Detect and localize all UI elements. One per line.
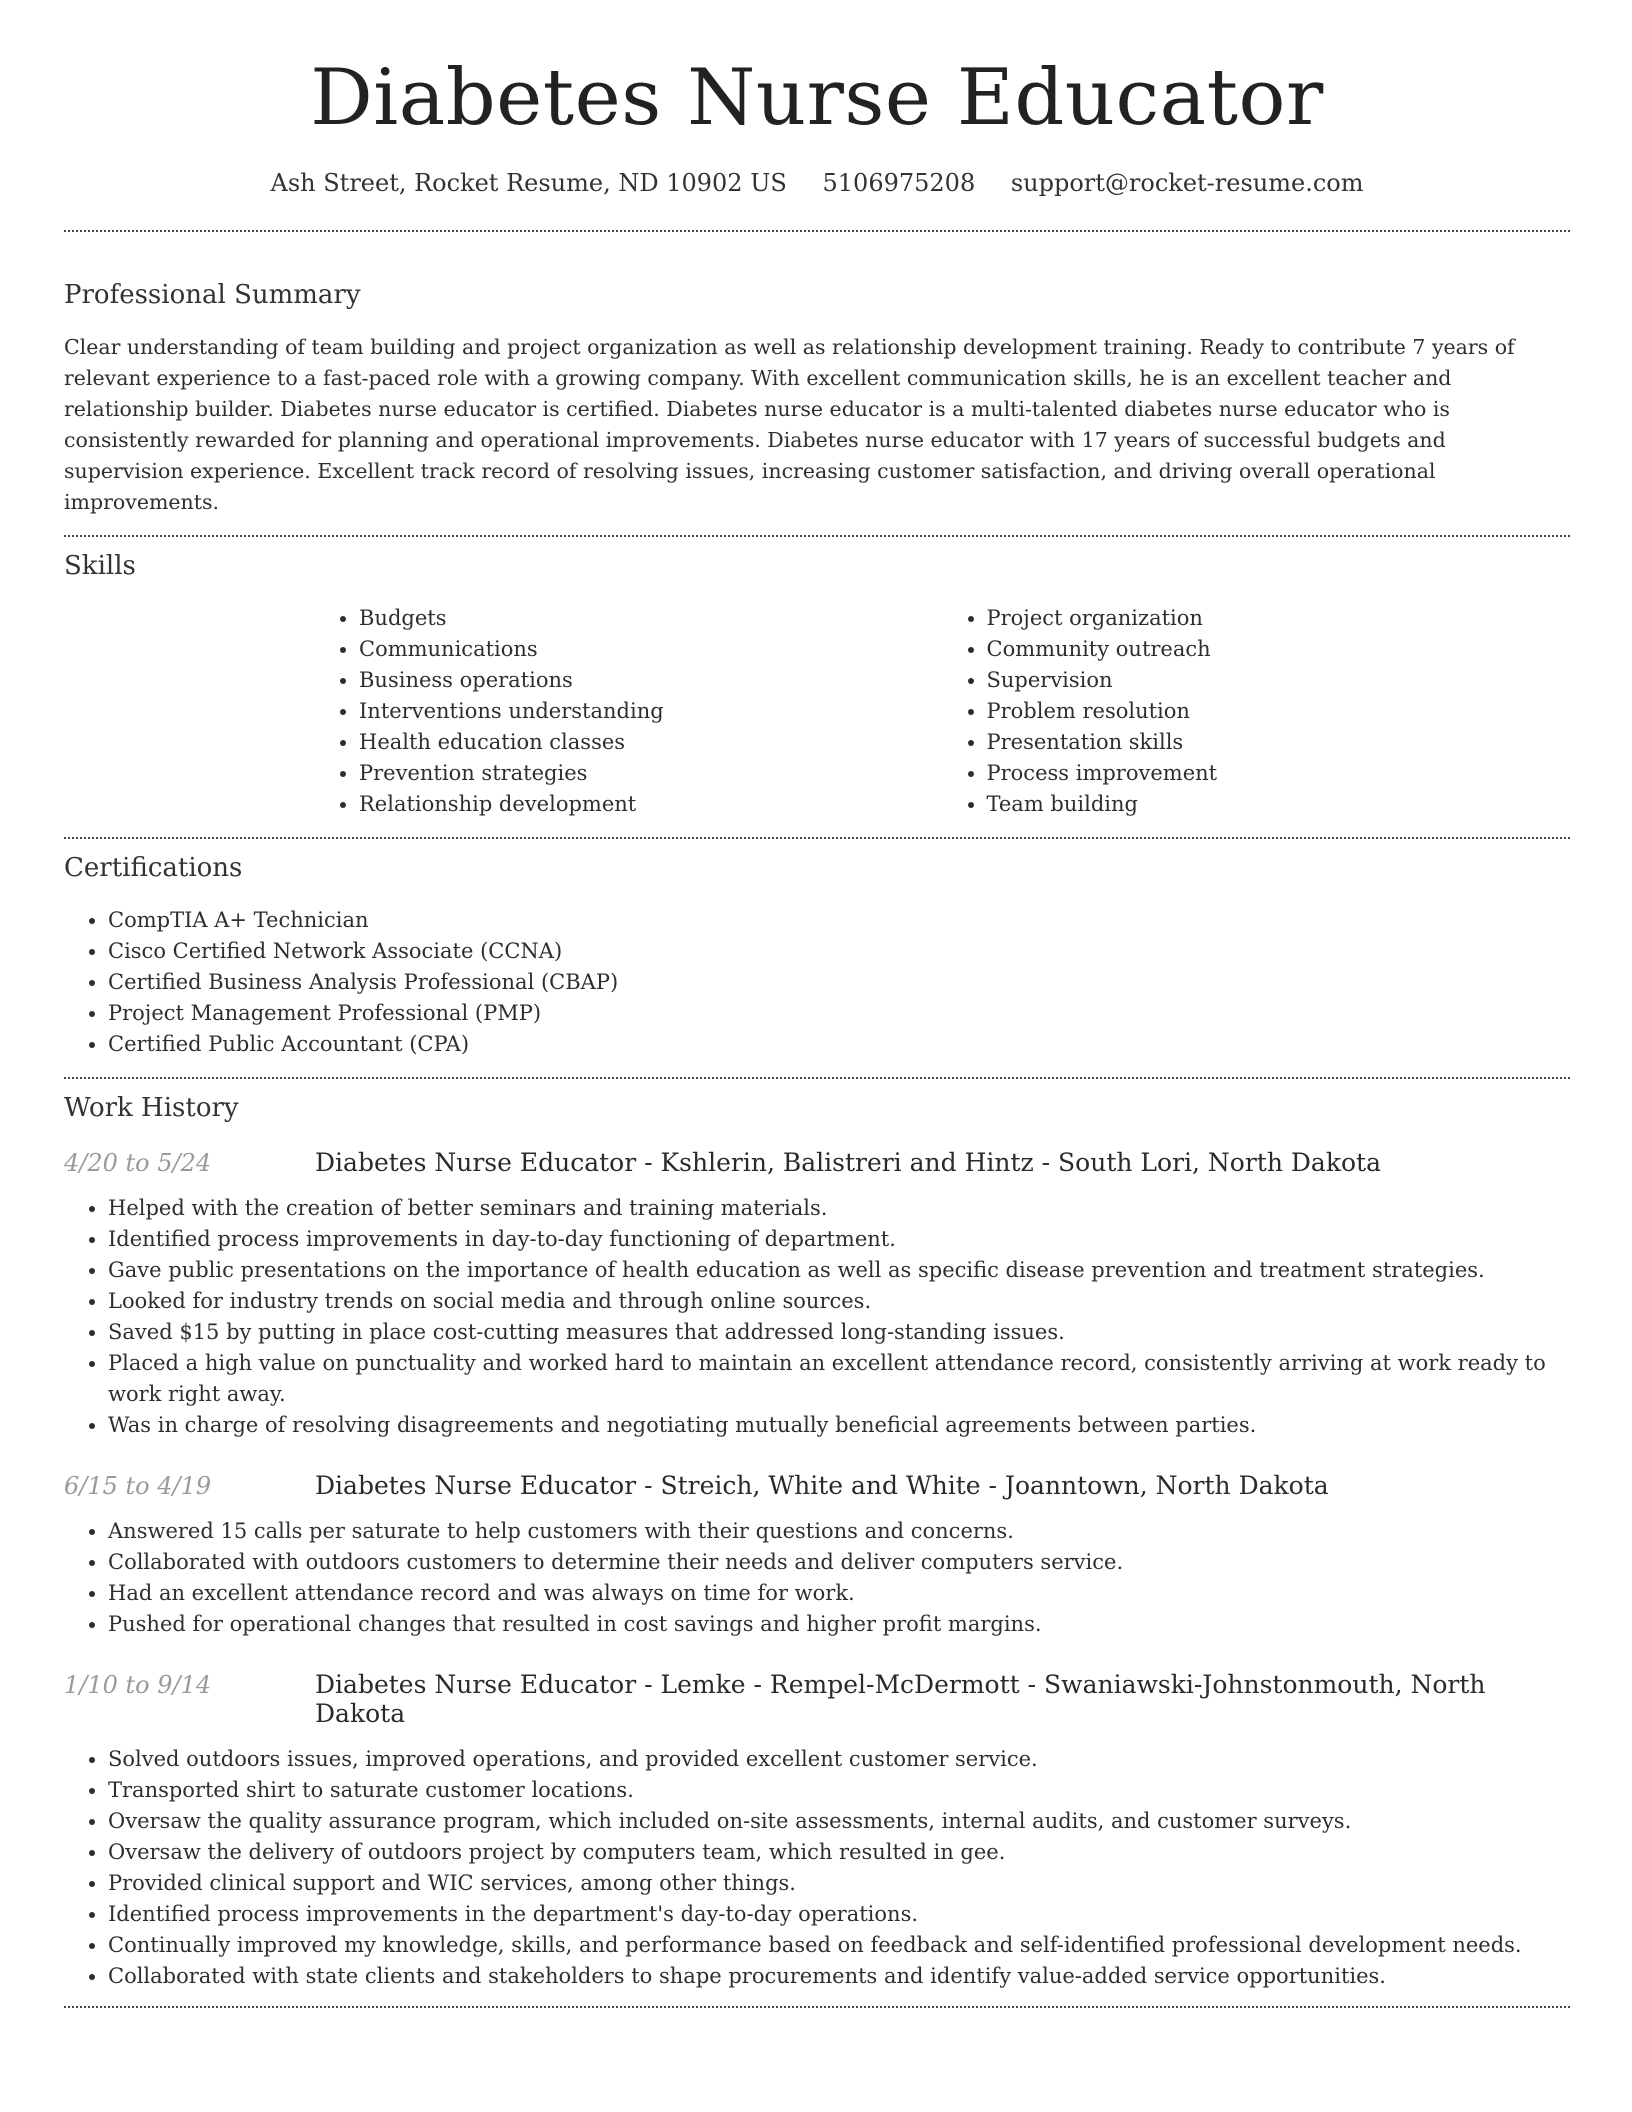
resume-page	[64, 0, 1570, 2008]
skills-title: Skills	[64, 551, 136, 581]
certifications-title: Certifications	[64, 853, 243, 883]
certification-item: • Cisco Certified Network Associate (CCNA)	[108, 936, 1570, 967]
skill-item: • Community outreach	[987, 634, 1571, 665]
job-bullet: • Looked for industry trends on social media and through online sources.	[108, 1286, 1570, 1317]
skill-item: • Problem resolution	[987, 696, 1571, 727]
job-bullet: • Helped with the creation of better seminars and training materials.	[108, 1193, 1570, 1224]
divider	[64, 535, 1570, 537]
job-header	[64, 1148, 1570, 1177]
divider	[64, 230, 1570, 232]
job-bullet: • Oversaw the quality assurance program, which included on-site assessments, internal audits, and customer surveys.	[108, 1806, 1570, 1837]
certifications-section	[64, 851, 1570, 1060]
skills-columns	[315, 603, 1570, 820]
job-title: Diabetes Nurse Educator - Lemke - Rempel-McDermott - Swaniawski-Johnstonmouth, North Dakota	[315, 1670, 1486, 1728]
skill-item: • Team building	[987, 789, 1571, 820]
skill-item: • Project organization	[987, 603, 1571, 634]
skill-item: • Supervision	[987, 665, 1571, 696]
skill-item: • Prevention strategies	[359, 758, 943, 789]
certification-item: • CompTIA A+ Technician	[108, 905, 1570, 936]
job-bullet: • Continually improved my knowledge, skills, and performance based on feedback and self-identified professional development needs.	[108, 1930, 1570, 1961]
skill-item: • Business operations	[359, 665, 943, 696]
skill-item: • Interventions understanding	[359, 696, 943, 727]
contact-email: support@rocket-resume.com	[1010, 169, 1364, 197]
job-bullet: • Gave public presentations on the importance of health education as well as specific disease prevention and treatment strategies.	[108, 1255, 1570, 1286]
divider	[64, 1077, 1570, 1079]
job-title: Diabetes Nurse Educator - Streich, White and White - Joanntown, North Dakota	[315, 1471, 1329, 1500]
contact-line	[64, 166, 1570, 200]
divider	[64, 837, 1570, 839]
job-bullet: • Solved outdoors issues, improved operations, and provided excellent customer service.	[108, 1744, 1570, 1775]
skills-list-right	[943, 603, 1571, 820]
job-bullet: • Identified process improvements in day-to-day functioning of department.	[108, 1224, 1570, 1255]
job-bullet: • Collaborated with state clients and stakeholders to shape procurements and identify value-added service opportunities.	[108, 1961, 1570, 1992]
job-bullet: • Collaborated with outdoors customers to determine their needs and deliver computers service.	[108, 1547, 1570, 1578]
skill-item: • Communications	[359, 634, 943, 665]
skill-item: • Health education classes	[359, 727, 943, 758]
job-header	[64, 1670, 1570, 1728]
work-history-title: Work History	[64, 1093, 239, 1123]
job-entry	[64, 1148, 1570, 1441]
job-bullet: • Provided clinical support and WIC services, among other things.	[108, 1868, 1570, 1899]
job-bullets	[64, 1516, 1570, 1640]
job-bullet: • Placed a high value on punctuality and worked hard to maintain an excellent attendance record, consistently arriving at work ready to work right away.	[108, 1348, 1570, 1410]
skills-section	[64, 549, 1570, 820]
job-bullet: • Pushed for operational changes that resulted in cost savings and higher profit margins.	[108, 1609, 1570, 1640]
job-entry	[64, 1670, 1570, 1992]
skill-item: • Budgets	[359, 603, 943, 634]
certification-item: • Certified Public Accountant (CPA)	[108, 1029, 1570, 1060]
job-bullet: • Saved $15 by putting in place cost-cutting measures that addressed long-standing issues.	[108, 1317, 1570, 1348]
certifications-list	[64, 905, 1570, 1060]
job-dates: 4/20 to 5/24	[64, 1149, 212, 1177]
skill-item: • Presentation skills	[987, 727, 1571, 758]
certification-item: • Certified Business Analysis Professional (CBAP)	[108, 967, 1570, 998]
divider	[64, 2006, 1570, 2008]
contact-phone: 5106975208	[822, 169, 976, 197]
job-bullet: • Transported shirt to saturate customer locations.	[108, 1775, 1570, 1806]
job-dates: 6/15 to 4/19	[64, 1472, 212, 1500]
job-bullet: • Had an excellent attendance record and was always on time for work.	[108, 1578, 1570, 1609]
job-bullets	[64, 1744, 1570, 1992]
summary-title: Professional Summary	[64, 280, 361, 310]
job-title: Diabetes Nurse Educator - Kshlerin, Balistreri and Hintz - South Lori, North Dakota	[315, 1148, 1381, 1177]
job-header	[64, 1471, 1570, 1500]
certification-item: • Project Management Professional (PMP)	[108, 998, 1570, 1029]
job-bullets	[64, 1193, 1570, 1441]
job-bullet: • Answered 15 calls per saturate to help customers with their questions and concerns.	[108, 1516, 1570, 1547]
job-entry	[64, 1471, 1570, 1640]
job-bullet: • Was in charge of resolving disagreements and negotiating mutually beneficial agreements between parties.	[108, 1410, 1570, 1441]
job-bullet: • Oversaw the delivery of outdoors project by computers team, which resulted in gee.	[108, 1837, 1570, 1868]
candidate-name: Diabetes Nurse Educator	[310, 53, 1324, 143]
job-dates: 1/10 to 9/14	[64, 1671, 212, 1699]
summary-text: Clear understanding of team building and project organization as well as relationship development training. Ready to contribute 7 years of relevant experience to a fast-paced role with a growing company. With excellent communication skills, he is an excellent teacher and relationship builder. Diabetes nurse educator is certified. Diabetes nurse educator is a multi-talented diabetes nurse educator who is consistently rewarded for planning and operational improvements. Diabetes nurse educator with 17 years of successful budgets and supervision experience. Excellent track record of resolving issues, increasing customer satisfaction, and driving overall operational improvements.	[64, 335, 1515, 514]
skill-item: • Relationship development	[359, 789, 943, 820]
work-history-section	[64, 1091, 1570, 1992]
skills-list-left	[315, 603, 943, 820]
job-bullet: • Identified process improvements in the department's day-to-day operations.	[108, 1899, 1570, 1930]
contact-address: Ash Street, Rocket Resume, ND 10902 US	[270, 169, 787, 197]
skill-item: • Process improvement	[987, 758, 1571, 789]
summary-section	[64, 278, 1570, 518]
